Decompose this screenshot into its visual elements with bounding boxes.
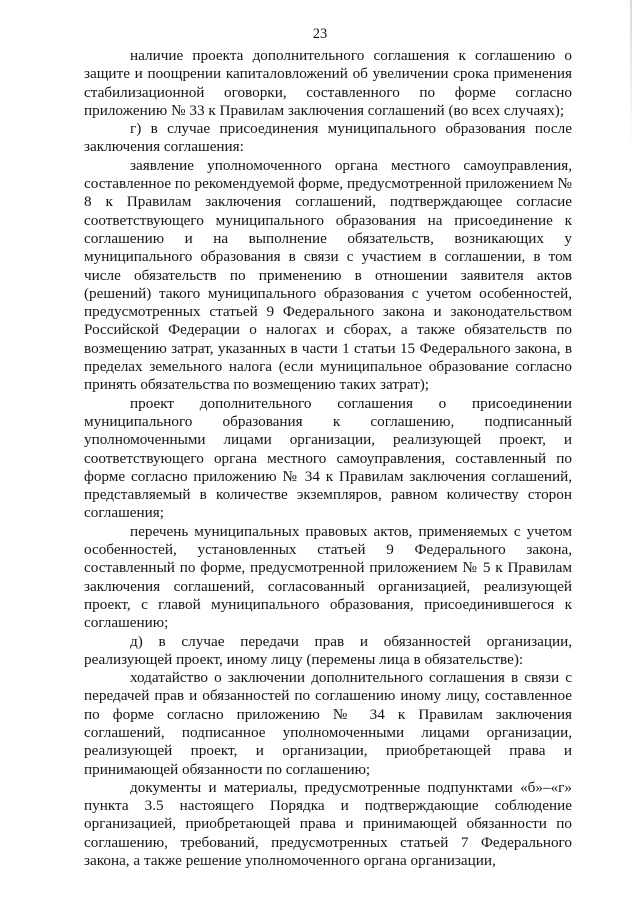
paragraph-draft-agreement-extension: наличие проекта дополнительного соглашения к соглашению о защите и поощрении капиталовложений об увеличении срока применения стабилизационной оговорки, составленного по форме согласно приложению № 33 к Правилам заключения соглашений (во всех случаях); [84,47,572,119]
scan-edge-shadow [630,0,632,150]
paragraph-documents-materials: документы и материалы, предусмотренные подпунктами «б»–«г» пункта 3.5 настоящего Порядка и подтверждающие соблюдение организацией, приобретающей права и принимающей обязанности по соглашению, требований, предусмотренных статьей 7 Федерального закона, а также решение уполномоченного органа организации, [84,778,572,870]
paragraph-item-d-heading: д) в случае передачи прав и обязанностей организации, реализующей проект, иному лицу (перемены лица в обязательстве): [84,632,572,668]
paragraph-draft-accession-agreement: проект дополнительного соглашения о присоединении муниципального образования к соглашению, подписанный уполномоченными лицами организации, реализующей проект, и соответствующего органа местного самоуправления, составленный по форме согласно приложению № 34 к Правилам заключения соглашений, представляемый в количестве экземпляров, равном количеству сторон соглашения; [84,394,572,522]
paragraph-municipal-statement: заявление уполномоченного органа местного самоуправления, составленное по рекомендуемой форме, предусмотренной приложением № 8 к Правилам заключения соглашений, подтверждающее согласие соответствующего муниципального образования на присоединение к соглашению и на выполнение обязательств, возникающих у муниципального образования в связи с участием в соглашении, в том числе обязательств по применению в отношении заявителя актов (решений) такого муниципального образования с учетом особенностей, предусмотренных статьей 9 Федерального закона и законодательством Российской Федерации о налогах и сборах, а также обязательств по возмещению затрат, указанных в части 1 статьи 15 Федерального закона, в пределах земельного налога (если муниципальное образование согласно принять обязательства по возмещению таких затрат); [84,156,572,394]
paragraph-municipal-acts-list: перечень муниципальных правовых актов, применяемых с учетом особенностей, установленных статьей 9 Федерального закона, составленный по форме, предусмотренной приложением № 5 к Правилам заключения соглашений, согласованный организацией, реализующей проект, с главой муниципального образования, присоединившегося к соглашению; [84,522,572,632]
paragraph-petition-transfer: ходатайство о заключении дополнительного соглашения в связи с передачей прав и обязанностей по соглашению иному лицу, составленное по форме согласно приложению № 34 к Правилам заключения соглашений, подписанное уполномоченными лицами организации, реализующей проект, и организации, приобретающей права и принимающей обязанности по соглашению; [84,669,572,778]
document-body [84,47,572,870]
page-number: 23 [312,26,328,42]
paragraph-item-g-heading: г) в случае присоединения муниципального образования после заключения соглашения: [84,120,572,156]
